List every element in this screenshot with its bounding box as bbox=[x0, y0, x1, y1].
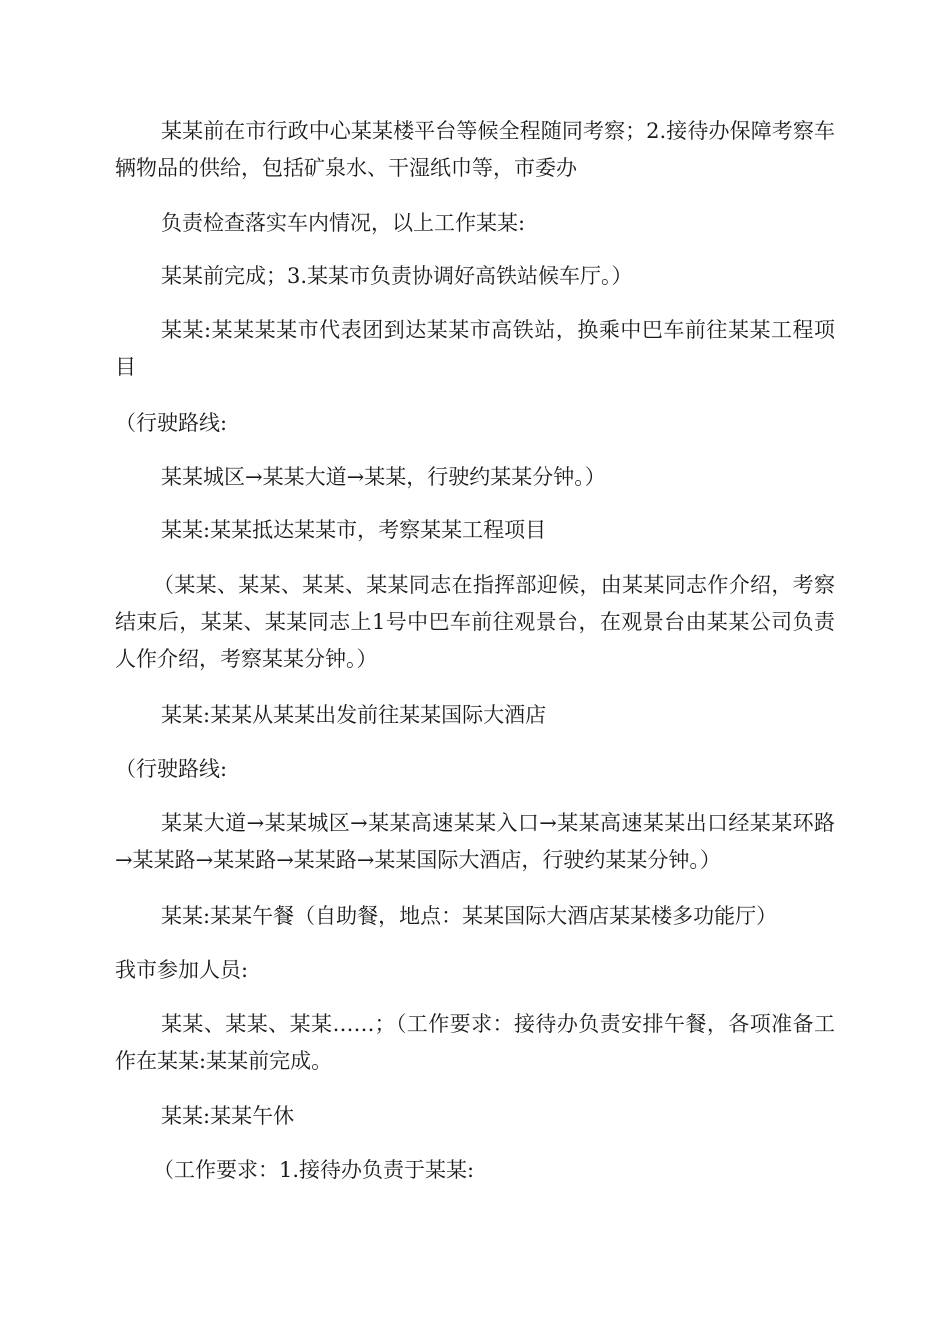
paragraph-1: 某某前在市行政中心某某楼平台等候全程随同考察；2.接待办保障考察车辆物品的供给，包括矿泉水、干湿纸巾等，市委办 bbox=[115, 119, 835, 180]
paragraph-4: 某某:某某某某市代表团到达某某市高铁站，换乘中巴车前往某某工程项目 bbox=[115, 318, 835, 379]
paragraph-13: 我市参加人员: bbox=[115, 958, 249, 982]
paragraph-16: （工作要求：1.接待办负责于某某: bbox=[153, 1158, 475, 1182]
paragraph-14: 某某、某某、某某……；（工作要求：接待办负责安排午餐，各项准备工作在某某:某某前完成。 bbox=[115, 1012, 835, 1073]
paragraph-10: （行驶路线: bbox=[115, 757, 228, 781]
paragraph-5: （行驶路线: bbox=[115, 411, 228, 435]
paragraph-9: 某某:某某从某某出发前往某某国际大酒店 bbox=[161, 703, 547, 727]
paragraph-12: 某某:某某午餐（自助餐，地点：某某国际大酒店某某楼多功能厅） bbox=[161, 904, 778, 928]
paragraph-6: 某某城区→某某大道→某某，行驶约某某分钟。） bbox=[161, 465, 606, 489]
paragraph-15: 某某:某某午休 bbox=[161, 1104, 295, 1128]
paragraph-2: 负责检查落实车内情况，以上工作某某: bbox=[161, 211, 526, 235]
paragraph-3: 某某前完成；3.某某市负责协调好高铁站候车厅。） bbox=[161, 264, 633, 288]
paragraph-8: （某某、某某、某某、某某同志在指挥部迎候，由某某同志作介绍，考察结束后，某某、某某同志上1号中巴车前往观景台，在观景台由某某公司负责人作介绍，考察某某分钟。） bbox=[115, 573, 835, 671]
paragraph-7: 某某:某某抵达某某市，考察某某工程项目 bbox=[161, 518, 547, 542]
paragraph-11: 某某大道→某某城区→某某高速某某入口→某某高速某某出口经某某环路→某某路→某某路→某某路→某某国际大酒店，行驶约某某分钟。） bbox=[115, 811, 835, 872]
